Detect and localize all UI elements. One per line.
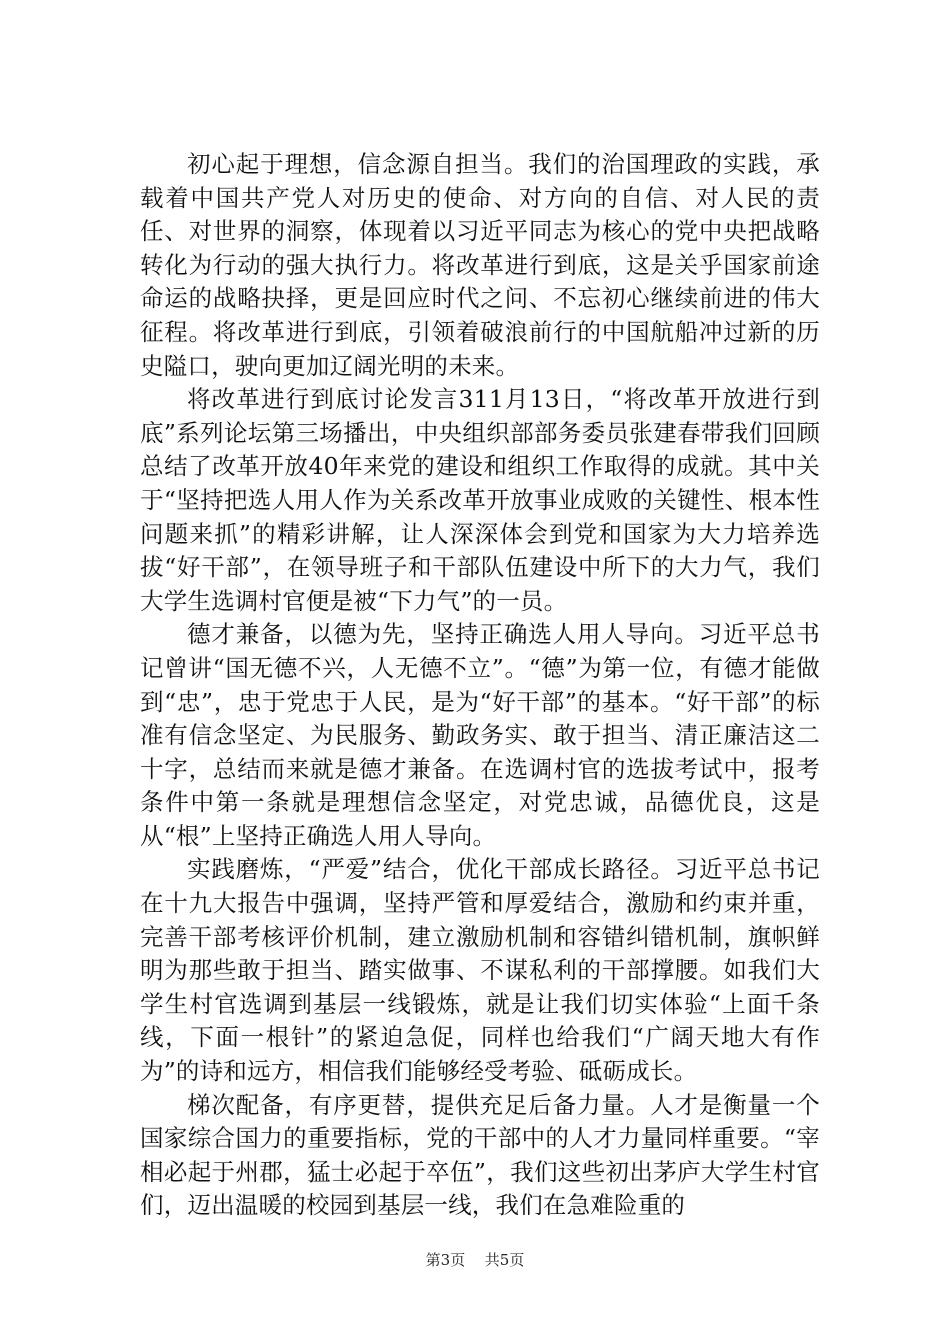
paragraph-practice: 实践磨炼，“严爱”结合，优化干部成长路径。习近平总书记在十九大报告中强调，坚持严管和厚爱结合，激励和约束并重，完善干部考核评价机制，建立激励机制和容错纠错机制，旗帜鲜明为那些敢于担当、踏实做事、不谋私利的干部撑腰。如我们大学生村官选调到基层一线锻炼，就是让我们切实体验“上面千条线，下面一根针”的紧迫急促，同样也给我们“广阔天地大有作为”的诗和远方，相信我们能够经受考验、砥砺成长。	[140, 855, 820, 1086]
page-footer	[0, 1250, 950, 1270]
page-number: 第3页	[425, 1251, 466, 1269]
document-body	[140, 148, 820, 1223]
paragraph-virtue: 德才兼备，以德为先，坚持正确选人用人导向。习近平总书记曾讲“国无德不兴，人无德不立”。“德”为第一位，有德才能做到“忠”，忠于党忠于人民，是为“好干部”的基本。“好干部”的标准有信念坚定、为民服务、勤政务实、敢于担当、清正廉洁这二十字，总结而来就是德才兼备。在选调村官的选拔考试中，报考条件中第一条就是理想信念坚定，对党忠诚，品德优良，这是从“根”上坚持正确选人用人导向。	[140, 620, 820, 850]
page-total: 共5页	[484, 1251, 525, 1269]
paragraph-succession: 梯次配备，有序更替，提供充足后备力量。人才是衡量一个国家综合国力的重要指标，党的干部中的人才力量同样重要。“宰相必起于州郡，猛士必起于卒伍”，我们这些初出茅庐大学生村官们，迈出温暖的校园到基层一线，我们在急难险重的	[140, 1090, 820, 1220]
paragraph-ideals: 初心起于理想，信念源自担当。我们的治国理政的实践，承载着中国共产党人对历史的使命、对方向的自信、对人民的责任、对世界的洞察，体现着以习近平同志为核心的党中央把战略转化为行动的强大执行力。将改革进行到底，这是关乎国家前途命运的战略抉择，更是回应时代之问、不忘初心继续前进的伟大征程。将改革进行到底，引领着破浪前行的中国航船冲过新的历史隘口，驶向更加辽阔光明的未来。	[140, 150, 820, 380]
paragraph-forum: 将改革进行到底讨论发言311月13日，“将改革开放进行到底”系列论坛第三场播出，中央组织部部务委员张建春带我们回顾总结了改革开放40年来党的建设和组织工作取得的成就。其中关于“坚持把选人用人作为关系改革开放事业成败的关键性、根本性问题来抓”的精彩讲解，让人深深体会到党和国家为大力培养选拔“好干部”，在领导班子和干部队伍建设中所下的大力气，我们大学生选调村官便是被“下力气”的一员。	[140, 385, 820, 615]
